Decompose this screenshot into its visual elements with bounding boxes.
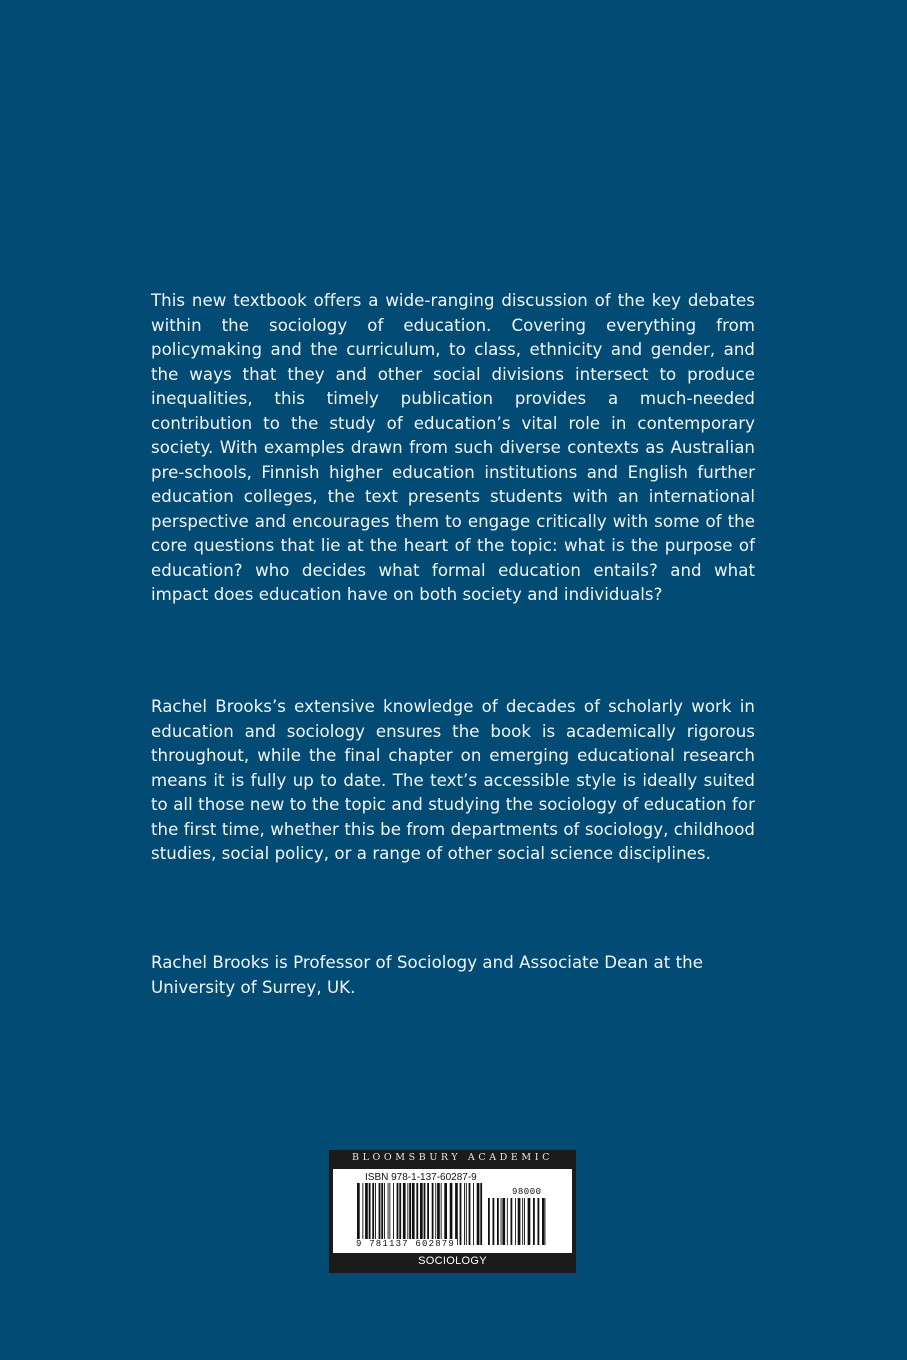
author-bio: Rachel Brooks is Professor of Sociology and Associate Dean at the University of Surrey, UK. [151, 953, 703, 997]
category-label: SOCIOLOGY [418, 1255, 487, 1267]
isbn-label: ISBN 978-1-137-60287-9 [365, 1172, 477, 1183]
barcode-icon [357, 1183, 483, 1245]
publisher-name: BLOOMSBURY ACADEMIC [352, 1152, 553, 1163]
price-code: 98000 [512, 1187, 542, 1197]
barcode-digits: 9 781137 602879 [356, 1239, 456, 1249]
description-paragraph-2: Rachel Brooks’s extensive knowledge of decades of scholarly work in education and sociology ensures the book is academically rigorous throughout, while the final chapter on emerging educational research means it is fully up to date. The text’s accessible style is ideally suited to all those new to the topic and studying the sociology of education for the first time, whether this be from departments of sociology, childhood studies, social policy, or a range of other social science disciplines. [151, 697, 755, 863]
price-barcode-icon [488, 1198, 546, 1245]
description-paragraph-1: This new textbook offers a wide-ranging discussion of the key debates within the sociology of education. Covering everything from policymaking and the curriculum, to class, ethnicity and gender, and the ways that they and other social divisions intersect to produce inequalities, this timely publication provides a much-needed contribution to the study of education’s vital role in contemporary society. With examples drawn from such diverse contexts as Australian pre-schools, Finnish higher education institutions and English further education colleges, the text presents students with an international perspective and encourages them to engage critically with some of the core questions that lie at the heart of the topic: what is the purpose of education? who decides what formal education entails? and what impact does education have on both society and individuals? [151, 291, 755, 604]
barcode-block [329, 1150, 576, 1273]
barcode-panel [333, 1169, 572, 1253]
